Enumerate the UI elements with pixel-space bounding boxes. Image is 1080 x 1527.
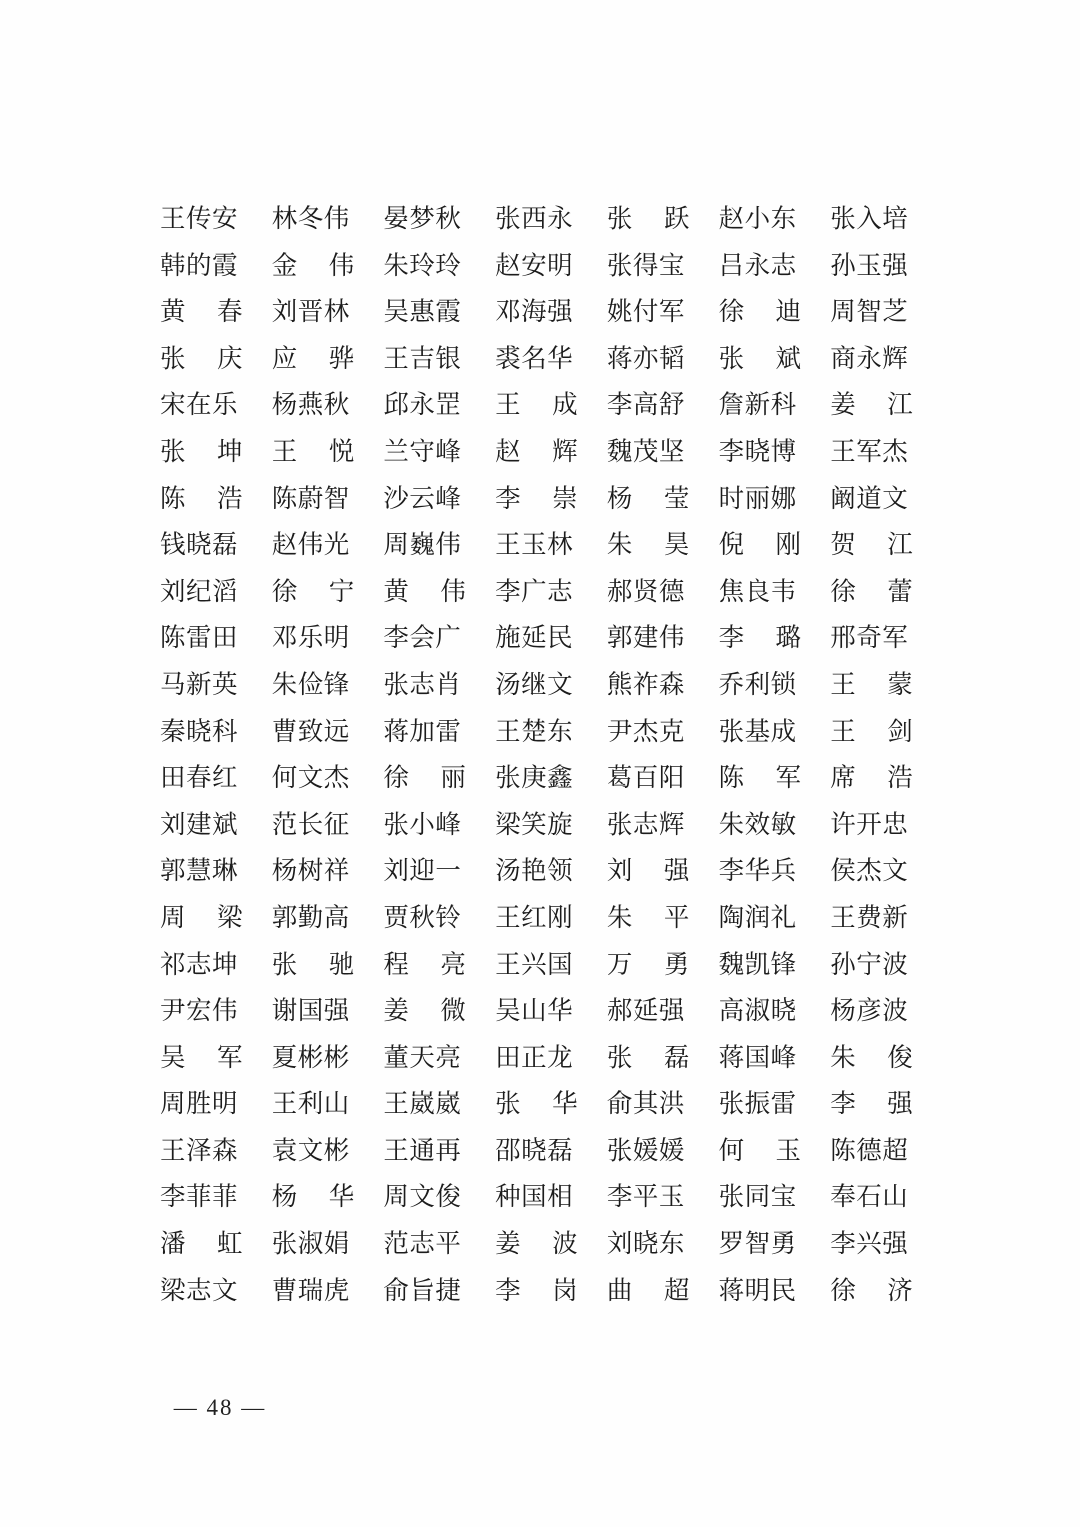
name-cell: 姜微 <box>383 996 467 1026</box>
name-cell: 朱俭锋 <box>271 669 350 699</box>
name-cell: 郭慧琳 <box>160 856 239 886</box>
name-cell: 袁文彬 <box>271 1135 350 1165</box>
name-cell: 钱晓磊 <box>160 530 239 560</box>
name-cell: 何玉 <box>718 1135 802 1165</box>
name-cell: 周智芝 <box>830 297 909 327</box>
name-cell: 李崇 <box>495 483 579 513</box>
name-cell: 吴山华 <box>495 996 574 1026</box>
name-cell: 詹新科 <box>718 390 797 420</box>
name-cell: 罗智勇 <box>718 1229 797 1259</box>
name-cell: 刘迎一 <box>383 856 462 886</box>
name-cell: 阚道文 <box>830 483 909 513</box>
name-cell: 张志辉 <box>606 809 685 839</box>
name-cell: 尹杰克 <box>606 716 685 746</box>
name-cell: 梁志文 <box>160 1275 239 1305</box>
name-cell: 赵辉 <box>495 436 579 466</box>
name-cell: 焦良韦 <box>718 576 797 606</box>
name-cell: 张西永 <box>495 204 574 233</box>
name-cell: 张跃 <box>606 204 690 233</box>
name-cell: 赵小东 <box>718 204 797 233</box>
name-cell: 李高舒 <box>606 390 685 420</box>
name-cell: 郝贤德 <box>606 576 685 606</box>
name-cell: 张入培 <box>830 204 909 233</box>
name-cell: 李会广 <box>383 623 462 653</box>
name-cell: 黄春 <box>160 297 243 327</box>
name-cell: 汤艳领 <box>495 856 574 886</box>
name-cell: 李平玉 <box>606 1182 685 1212</box>
name-cell: 杨树祥 <box>271 856 350 886</box>
name-cell: 时丽娜 <box>718 483 797 513</box>
name-cell: 刘晋林 <box>271 297 350 327</box>
name-cell: 吴惠霞 <box>383 297 462 327</box>
name-cell: 梁笑旋 <box>495 809 574 839</box>
name-cell: 李广志 <box>495 576 574 606</box>
name-cell: 黄伟 <box>383 576 467 606</box>
name-cell: 尹宏伟 <box>160 996 239 1026</box>
name-cell: 曹致远 <box>271 716 350 746</box>
name-cell: 张庚鑫 <box>495 763 574 793</box>
name-cell: 朱俊 <box>830 1042 914 1072</box>
name-cell: 贾秋铃 <box>383 902 462 932</box>
name-cell: 杨彦波 <box>830 996 909 1026</box>
name-cell: 王蒙 <box>830 669 914 699</box>
name-cell: 张华 <box>495 1089 579 1119</box>
name-cell: 王玉林 <box>495 530 574 560</box>
name-cell: 张斌 <box>718 343 802 373</box>
name-cell: 曹瑞虎 <box>271 1275 350 1305</box>
name-cell: 种国相 <box>495 1182 574 1212</box>
name-cell: 侯杰文 <box>830 856 909 886</box>
name-cell: 朱玲玲 <box>383 250 462 280</box>
name-cell: 张淑娟 <box>271 1229 350 1259</box>
name-cell: 朱效敏 <box>718 809 797 839</box>
name-cell: 陈雷田 <box>160 623 239 653</box>
name-cell: 邢奇军 <box>830 623 909 653</box>
name-cell: 晏梦秋 <box>383 204 462 233</box>
name-cell: 张驰 <box>271 949 355 979</box>
name-cell: 范志平 <box>383 1229 462 1259</box>
name-cell: 周巍伟 <box>383 530 462 560</box>
name-cell: 何文杰 <box>271 763 350 793</box>
name-cell: 徐迪 <box>718 297 802 327</box>
name-cell: 赵伟光 <box>271 530 350 560</box>
name-cell: 邱永罡 <box>383 390 462 420</box>
name-cell: 董天亮 <box>383 1042 462 1072</box>
name-cell: 俞其洪 <box>606 1089 685 1119</box>
name-cell: 陈浩 <box>160 483 243 513</box>
name-cell: 夏彬彬 <box>271 1042 350 1072</box>
name-cell: 沙云峰 <box>383 483 462 513</box>
name-cell: 孙玉强 <box>830 250 909 280</box>
name-cell: 熊祚森 <box>606 669 685 699</box>
name-cell: 王剑 <box>830 716 914 746</box>
name-cell: 葛百阳 <box>606 763 685 793</box>
name-cell: 周梁 <box>160 902 243 932</box>
name-cell: 姜波 <box>495 1229 579 1259</box>
name-cell: 邓乐明 <box>271 623 350 653</box>
name-cell: 席浩 <box>830 763 914 793</box>
name-cell: 王楚东 <box>495 716 574 746</box>
name-roster-grid <box>160 196 942 1314</box>
name-cell: 郝延强 <box>606 996 685 1026</box>
name-cell: 宋在乐 <box>160 390 239 420</box>
name-cell: 张庆 <box>160 343 243 373</box>
name-cell: 张媛媛 <box>606 1135 685 1165</box>
name-cell: 李菲菲 <box>160 1182 239 1212</box>
name-cell: 杨莹 <box>606 483 690 513</box>
name-cell: 张磊 <box>606 1042 690 1072</box>
name-cell: 张同宝 <box>718 1182 797 1212</box>
name-cell: 蒋明民 <box>718 1275 797 1305</box>
name-cell: 王利山 <box>271 1089 350 1119</box>
name-cell: 朱平 <box>606 902 690 932</box>
name-cell: 王传安 <box>160 204 239 233</box>
name-cell: 杨燕秋 <box>271 390 350 420</box>
name-cell: 魏茂坚 <box>606 436 685 466</box>
name-cell: 邓海强 <box>495 297 574 327</box>
page-number-label: — 48 — <box>173 1395 267 1420</box>
name-cell: 蒋国峰 <box>718 1042 797 1072</box>
name-cell: 韩的霞 <box>160 250 239 280</box>
name-cell: 徐蕾 <box>830 576 914 606</box>
name-cell: 周文俊 <box>383 1182 462 1212</box>
name-cell: 王兴国 <box>495 949 574 979</box>
name-cell: 王吉银 <box>383 343 462 373</box>
name-cell: 程亮 <box>383 949 467 979</box>
name-cell: 俞旨捷 <box>383 1275 462 1305</box>
name-cell: 赵安明 <box>495 250 574 280</box>
name-cell: 汤继文 <box>495 669 574 699</box>
name-cell: 秦晓科 <box>160 716 239 746</box>
name-cell: 田正龙 <box>495 1042 574 1072</box>
name-cell: 李晓博 <box>718 436 797 466</box>
name-cell: 陈德超 <box>830 1135 909 1165</box>
name-cell: 马新英 <box>160 669 239 699</box>
name-cell: 张得宝 <box>606 250 685 280</box>
name-cell: 王通再 <box>383 1135 462 1165</box>
name-cell: 姜江 <box>830 390 914 420</box>
name-cell: 陈军 <box>718 763 802 793</box>
name-cell: 王泽森 <box>160 1135 239 1165</box>
name-cell: 刘晓东 <box>606 1229 685 1259</box>
name-cell: 邵晓磊 <box>495 1135 574 1165</box>
name-cell: 魏凯锋 <box>718 949 797 979</box>
name-cell: 徐宁 <box>271 576 355 606</box>
name-cell: 裘名华 <box>495 343 574 373</box>
name-cell: 王崴崴 <box>383 1089 462 1119</box>
name-cell: 李兴强 <box>830 1229 909 1259</box>
name-cell: 兰守峰 <box>383 436 462 466</box>
name-cell: 金伟 <box>271 250 355 280</box>
name-cell: 李强 <box>830 1089 914 1119</box>
name-cell: 王悦 <box>271 436 355 466</box>
name-cell: 万勇 <box>606 949 690 979</box>
name-cell: 施延民 <box>495 623 574 653</box>
name-cell: 朱昊 <box>606 530 690 560</box>
name-cell: 郭勤高 <box>271 902 350 932</box>
name-cell: 吕永志 <box>718 250 797 280</box>
name-cell: 林冬伟 <box>271 204 350 233</box>
name-cell: 孙宁波 <box>830 949 909 979</box>
name-cell: 倪刚 <box>718 530 802 560</box>
name-cell: 张小峰 <box>383 809 462 839</box>
name-cell: 贺江 <box>830 530 914 560</box>
name-cell: 王红刚 <box>495 902 574 932</box>
name-cell: 谢国强 <box>271 996 350 1026</box>
name-cell: 潘虹 <box>160 1229 243 1259</box>
name-cell: 刘强 <box>606 856 690 886</box>
name-cell: 王成 <box>495 390 579 420</box>
name-cell: 刘纪滔 <box>160 576 239 606</box>
name-cell: 乔利锁 <box>718 669 797 699</box>
name-cell: 应骅 <box>271 343 355 373</box>
name-cell: 张基成 <box>718 716 797 746</box>
name-cell: 张坤 <box>160 436 243 466</box>
name-cell: 奉石山 <box>830 1182 909 1212</box>
name-cell: 田春红 <box>160 763 239 793</box>
name-cell: 高淑晓 <box>718 996 797 1026</box>
name-cell: 李璐 <box>718 623 802 653</box>
name-cell: 王军杰 <box>830 436 909 466</box>
name-cell: 刘建斌 <box>160 809 239 839</box>
name-cell: 商永辉 <box>830 343 909 373</box>
name-cell: 蒋加雷 <box>383 716 462 746</box>
page-footer <box>0 1395 1080 1421</box>
name-cell: 范长征 <box>271 809 350 839</box>
name-cell: 祁志坤 <box>160 949 239 979</box>
name-cell: 陶润礼 <box>718 902 797 932</box>
name-cell: 陈蔚智 <box>271 483 350 513</box>
name-cell: 李岗 <box>495 1275 579 1305</box>
name-cell: 徐丽 <box>383 763 467 793</box>
name-cell: 曲超 <box>606 1275 690 1305</box>
name-cell: 徐济 <box>830 1275 914 1305</box>
name-cell: 许开忠 <box>830 809 909 839</box>
name-cell: 吴军 <box>160 1042 243 1072</box>
name-cell: 李华兵 <box>718 856 797 886</box>
name-cell: 姚付军 <box>606 297 685 327</box>
name-cell: 张志肖 <box>383 669 462 699</box>
name-cell: 杨华 <box>271 1182 355 1212</box>
name-cell: 张振雷 <box>718 1089 797 1119</box>
name-cell: 蒋亦韬 <box>606 343 685 373</box>
name-cell: 周胜明 <box>160 1089 239 1119</box>
name-cell: 王费新 <box>830 902 909 932</box>
name-cell: 郭建伟 <box>606 623 685 653</box>
